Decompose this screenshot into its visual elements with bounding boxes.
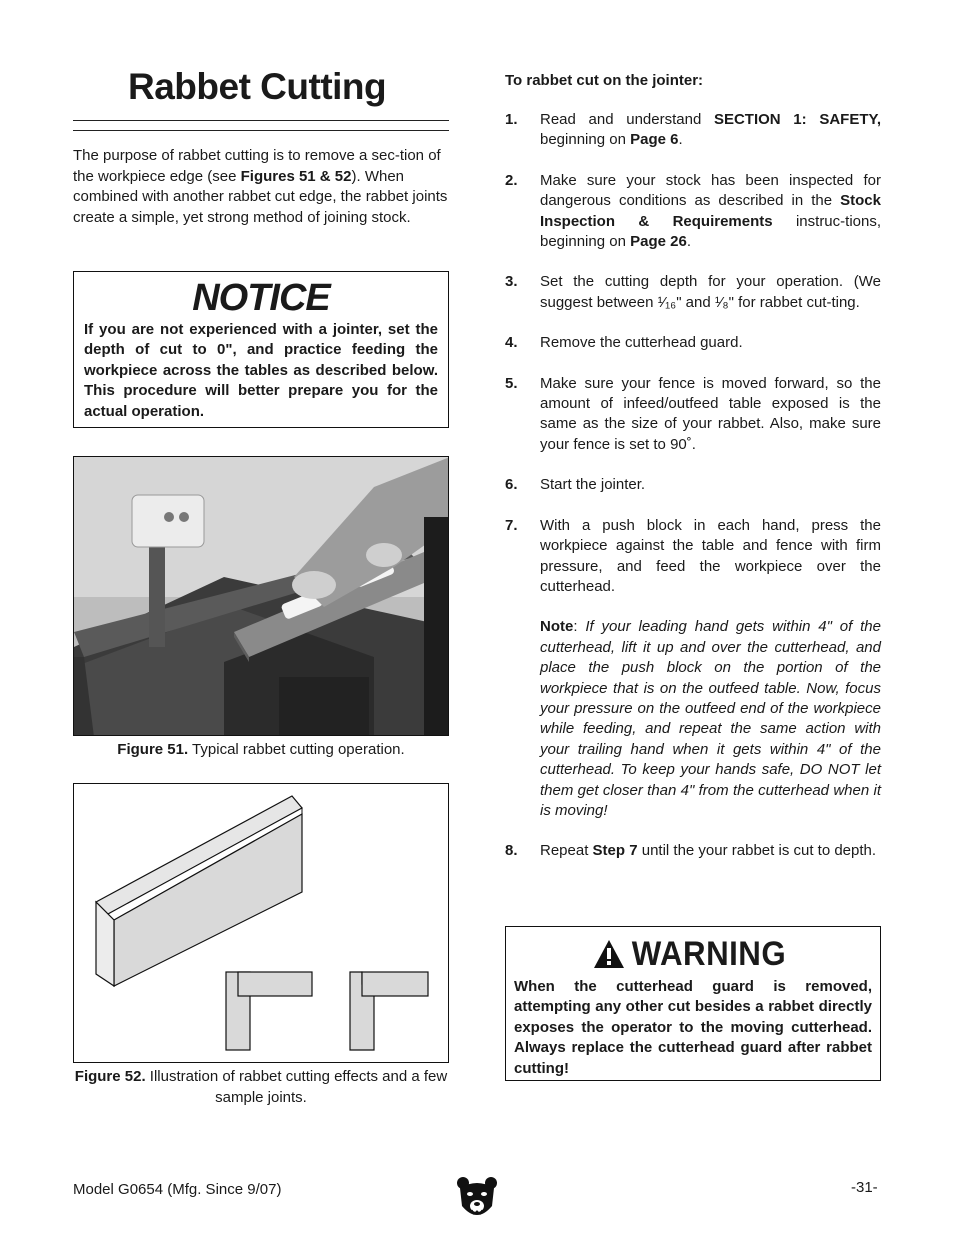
steps-list: [505, 110, 881, 882]
page-number: -31-: [851, 1179, 878, 1196]
jointer-photo-illustration: [74, 457, 449, 736]
title-rule-bottom: [73, 130, 449, 131]
warning-box: [505, 926, 881, 1081]
warning-heading: WARNING: [631, 934, 787, 973]
rabbet-diagram: [74, 784, 449, 1063]
notice-heading: NOTICE: [192, 277, 330, 319]
step-2: 2. Make sure your stock has been inspected for dangerous conditions as described in the Stock Inspection & Requirements instruc-tions, beginning on Page 26.: [505, 171, 882, 251]
notice-body: If you are not experienced with a jointer, set the depth of cut to 0", and practice feeding the workpiece across the tables as described below. This procedure will better prepare you for the actual operation.: [84, 321, 438, 420]
page-title: Rabbet Cutting: [128, 66, 387, 107]
step-6: 6. Start the jointer.: [505, 476, 646, 494]
warning-header: [514, 931, 872, 977]
figure-52-caption: Figure 52. Illustration of rabbet cutting effects and a few sample joints.: [74, 1068, 448, 1106]
step-4: 4. Remove the cutterhead guard.: [505, 334, 743, 352]
step-5: 5. Make sure your fence is moved forward, so the amount of infeed/outfeed table exposed is the same as the size of your rabbet. Also, make sure your fence is set to 90˚.: [505, 374, 881, 453]
step-3: 3. Set the cutting depth for your operation. (We suggest between ¹⁄₁₆" and ¹⁄₈" for rabbet cut-ting.: [505, 273, 881, 311]
steps-heading: To rabbet cut on the jointer:: [505, 72, 704, 89]
notice-box: [73, 271, 449, 428]
step-7: 7. With a push block in each hand, press the workpiece against the table and fence with firm pressure, and feed the workpiece over the cutterhead. Note: If your leading hand gets within 4" of the cutterhead, lift it up and over the cutterhead, and place the push block on the portion of the workpiece that is on the outfeed table. Now, focus your pressure on the outfeed end of the workpiece while feeding, and repeat the same action with your trailing hand when it gets within 4" of the cutterhead. To keep your hands safe, DO NOT let them get closer than 4" from the cutterhead when it is moving!: [505, 516, 881, 822]
figure-51-photo: [73, 456, 449, 736]
step-8: 8. Repeat Step 7 until the your rabbet is cut to depth.: [505, 842, 877, 860]
intro-paragraph: The purpose of rabbet cutting is to remove a sec-tion of the workpiece edge (see Figures 51 & 52). When combined with another rabbet cut edge, the rabbet joints create a simple, yet strong method of joining stock.: [73, 147, 448, 226]
step-1: 1. Read and understand SECTION 1: SAFETY, beginning on Page 6.: [505, 111, 881, 149]
footer-model: Model G0654 (Mfg. Since 9/07): [73, 1181, 282, 1198]
figure-52-illustration: [73, 783, 449, 1063]
grizzly-bear-logo-icon: [456, 1176, 498, 1222]
step-7-note: Note: If your leading hand gets within 4" of the cutterhead, lift it up and over the cutterhead, and place the push block on the portion of the workpiece that is on the outfeed table. Now, focus your pressure on the outfeed end of the workpiece while feeding, and repeat the same action with your trailing hand when it gets within 4" of the cutterhead. To keep your hands safe, DO NOT let them get closer than 4" from the cutterhead when it is moving!: [540, 618, 881, 819]
warning-triangle-icon: [593, 939, 625, 969]
figure-51-caption: Figure 51. Typical rabbet cutting operation.: [117, 741, 405, 758]
warning-body: When the cutterhead guard is removed, attempting any other cut besides a rabbet directly exposes the operator to the moving cutterhead. Always replace the cutterhead guard after rabbet cutting!: [514, 978, 872, 1077]
title-rule-top: [73, 120, 449, 121]
